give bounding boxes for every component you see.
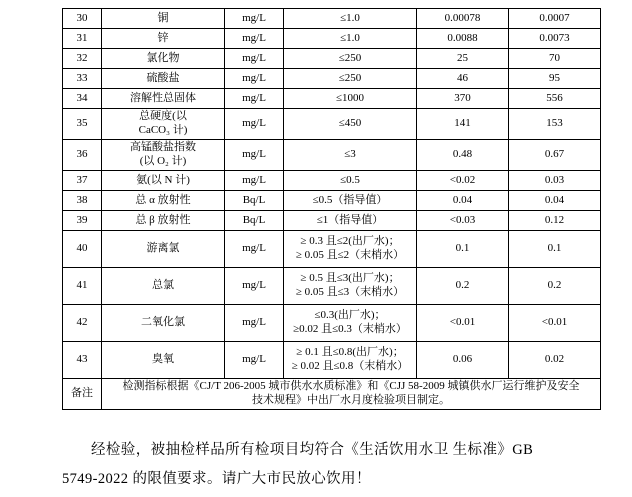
cell-no: 37 (63, 171, 102, 191)
cell-value-terminal: 153 (509, 109, 601, 140)
cell-unit: mg/L (225, 9, 284, 29)
cell-limit: ≤3 (284, 140, 417, 171)
cell-limit-line2: ≥ 0.05 且≤2（末梢水） (295, 249, 405, 261)
cell-limit: ≤450 (284, 109, 417, 140)
cell-limit-line2: ≥ 0.02 且≤0.8（末梢水） (291, 360, 409, 372)
conclusion-line2: 生标准》GB 5749-2022 的限值要求。请广大市民放心饮用！ (62, 441, 534, 488)
cell-limit: ≤1（指导值） (284, 211, 417, 231)
cell-value-plant: <0.03 (417, 211, 509, 231)
cell-value-terminal: 0.2 (509, 268, 601, 305)
cell-value-terminal: 0.03 (509, 171, 601, 191)
cell-value-terminal: 0.0007 (509, 9, 601, 29)
cell-no: 40 (63, 231, 102, 268)
cell-no: 35 (63, 109, 102, 140)
cell-item-line2: CaCO₃ 计) (138, 124, 188, 136)
cell-unit: mg/L (225, 231, 284, 268)
table-row (63, 69, 601, 89)
cell-item-line2: (以 O₂ 计) (139, 155, 187, 167)
cell-limit-line1: ≥ 0.3 且≤2(出厂水)； (300, 235, 400, 248)
cell-item: 总 β 放射性 (102, 211, 225, 231)
cell-limit (284, 305, 417, 342)
table-row (63, 109, 601, 140)
water-quality-table (62, 8, 601, 410)
cell-item: 氯化物 (102, 49, 225, 69)
cell-no: 42 (63, 305, 102, 342)
cell-limit: ≤1.0 (284, 9, 417, 29)
remark-line2: 技术规程》中出厂水月度检验项目制定。 (252, 393, 450, 406)
cell-value-plant: <0.02 (417, 171, 509, 191)
cell-item: 氨(以 N 计) (102, 171, 225, 191)
cell-value-plant: 0.04 (417, 191, 509, 211)
table-row (63, 231, 601, 268)
cell-value-terminal: 0.04 (509, 191, 601, 211)
table-row (63, 191, 601, 211)
remark-line1: 检测指标根据《CJ/T 206-2005 城市供水水质标准》和《CJJ 58-2009 城镇供水厂运行维护及安全 (122, 380, 580, 392)
cell-value-plant: 0.0088 (417, 29, 509, 49)
cell-limit: ≤250 (284, 49, 417, 69)
cell-value-terminal: <0.01 (509, 305, 601, 342)
cell-value-terminal: 556 (509, 89, 601, 109)
cell-no: 43 (63, 342, 102, 379)
cell-no: 30 (63, 9, 102, 29)
cell-unit: mg/L (225, 49, 284, 69)
table-row (63, 89, 601, 109)
conclusion-paragraph (62, 436, 570, 495)
cell-value-plant: 141 (417, 109, 509, 140)
cell-no: 38 (63, 191, 102, 211)
cell-value-plant: 0.2 (417, 268, 509, 305)
cell-value-terminal: 70 (509, 49, 601, 69)
cell-no: 39 (63, 211, 102, 231)
table-row (63, 211, 601, 231)
cell-limit: ≤0.5 (284, 171, 417, 191)
cell-value-terminal: 95 (509, 69, 601, 89)
cell-unit: mg/L (225, 69, 284, 89)
table-row (63, 342, 601, 379)
cell-item: 二氧化氯 (102, 305, 225, 342)
cell-item: 溶解性总固体 (102, 89, 225, 109)
cell-limit (284, 268, 417, 305)
cell-no: 32 (63, 49, 102, 69)
cell-unit: Bq/L (225, 211, 284, 231)
table-row (63, 268, 601, 305)
cell-no: 33 (63, 69, 102, 89)
cell-limit-line1: ≤0.3(出厂水)； (314, 309, 386, 322)
cell-unit: mg/L (225, 342, 284, 379)
cell-limit: ≤1.0 (284, 29, 417, 49)
cell-limit-line1: ≥ 0.1 且≤0.8(出厂水)； (296, 346, 404, 359)
cell-unit: mg/L (225, 268, 284, 305)
table-row (63, 49, 601, 69)
cell-value-plant: 0.00078 (417, 9, 509, 29)
cell-unit: mg/L (225, 109, 284, 140)
cell-item: 总氯 (102, 268, 225, 305)
cell-item-line1: 高锰酸盐指数 (130, 141, 196, 154)
cell-limit: ≤1000 (284, 89, 417, 109)
remark-text (102, 379, 601, 410)
cell-item (102, 140, 225, 171)
table-row (63, 305, 601, 342)
cell-item: 硫酸盐 (102, 69, 225, 89)
cell-value-plant: <0.01 (417, 305, 509, 342)
cell-limit (284, 342, 417, 379)
cell-unit: mg/L (225, 305, 284, 342)
cell-value-plant: 25 (417, 49, 509, 69)
table-row (63, 9, 601, 29)
cell-unit: mg/L (225, 171, 284, 191)
cell-no: 41 (63, 268, 102, 305)
cell-limit-line2: ≥0.02 且≤0.3（末梢水） (293, 323, 407, 335)
cell-item (102, 109, 225, 140)
conclusion-line1: 经检验，被抽检样品所有检项目均符合《生活饮用水卫 (91, 441, 449, 458)
cell-value-terminal: 0.02 (509, 342, 601, 379)
cell-item: 总 α 放射性 (102, 191, 225, 211)
table-row (63, 29, 601, 49)
cell-value-terminal: 0.67 (509, 140, 601, 171)
cell-unit: mg/L (225, 29, 284, 49)
cell-value-plant: 370 (417, 89, 509, 109)
cell-value-terminal: 0.1 (509, 231, 601, 268)
cell-value-plant: 0.48 (417, 140, 509, 171)
cell-item: 锌 (102, 29, 225, 49)
cell-limit-line1: ≥ 0.5 且≤3(出厂水)； (300, 272, 400, 285)
table-row (63, 140, 601, 171)
cell-limit-line2: ≥ 0.05 且≤3（末梢水） (295, 286, 405, 298)
table-footer-row (63, 379, 601, 410)
cell-limit: ≤0.5（指导值） (284, 191, 417, 211)
cell-no: 36 (63, 140, 102, 171)
table-row (63, 171, 601, 191)
cell-value-terminal: 0.12 (509, 211, 601, 231)
table-body (63, 9, 601, 410)
cell-limit: ≤250 (284, 69, 417, 89)
cell-value-plant: 0.06 (417, 342, 509, 379)
cell-item: 铜 (102, 9, 225, 29)
cell-value-plant: 46 (417, 69, 509, 89)
cell-unit: Bq/L (225, 191, 284, 211)
remark-label: 备注 (63, 379, 102, 410)
cell-no: 34 (63, 89, 102, 109)
cell-limit (284, 231, 417, 268)
cell-value-terminal: 0.0073 (509, 29, 601, 49)
cell-item: 臭氧 (102, 342, 225, 379)
cell-value-plant: 0.1 (417, 231, 509, 268)
cell-unit: mg/L (225, 89, 284, 109)
cell-item: 游离氯 (102, 231, 225, 268)
cell-item-line1: 总硬度(以 (139, 110, 187, 123)
cell-unit: mg/L (225, 140, 284, 171)
cell-no: 31 (63, 29, 102, 49)
